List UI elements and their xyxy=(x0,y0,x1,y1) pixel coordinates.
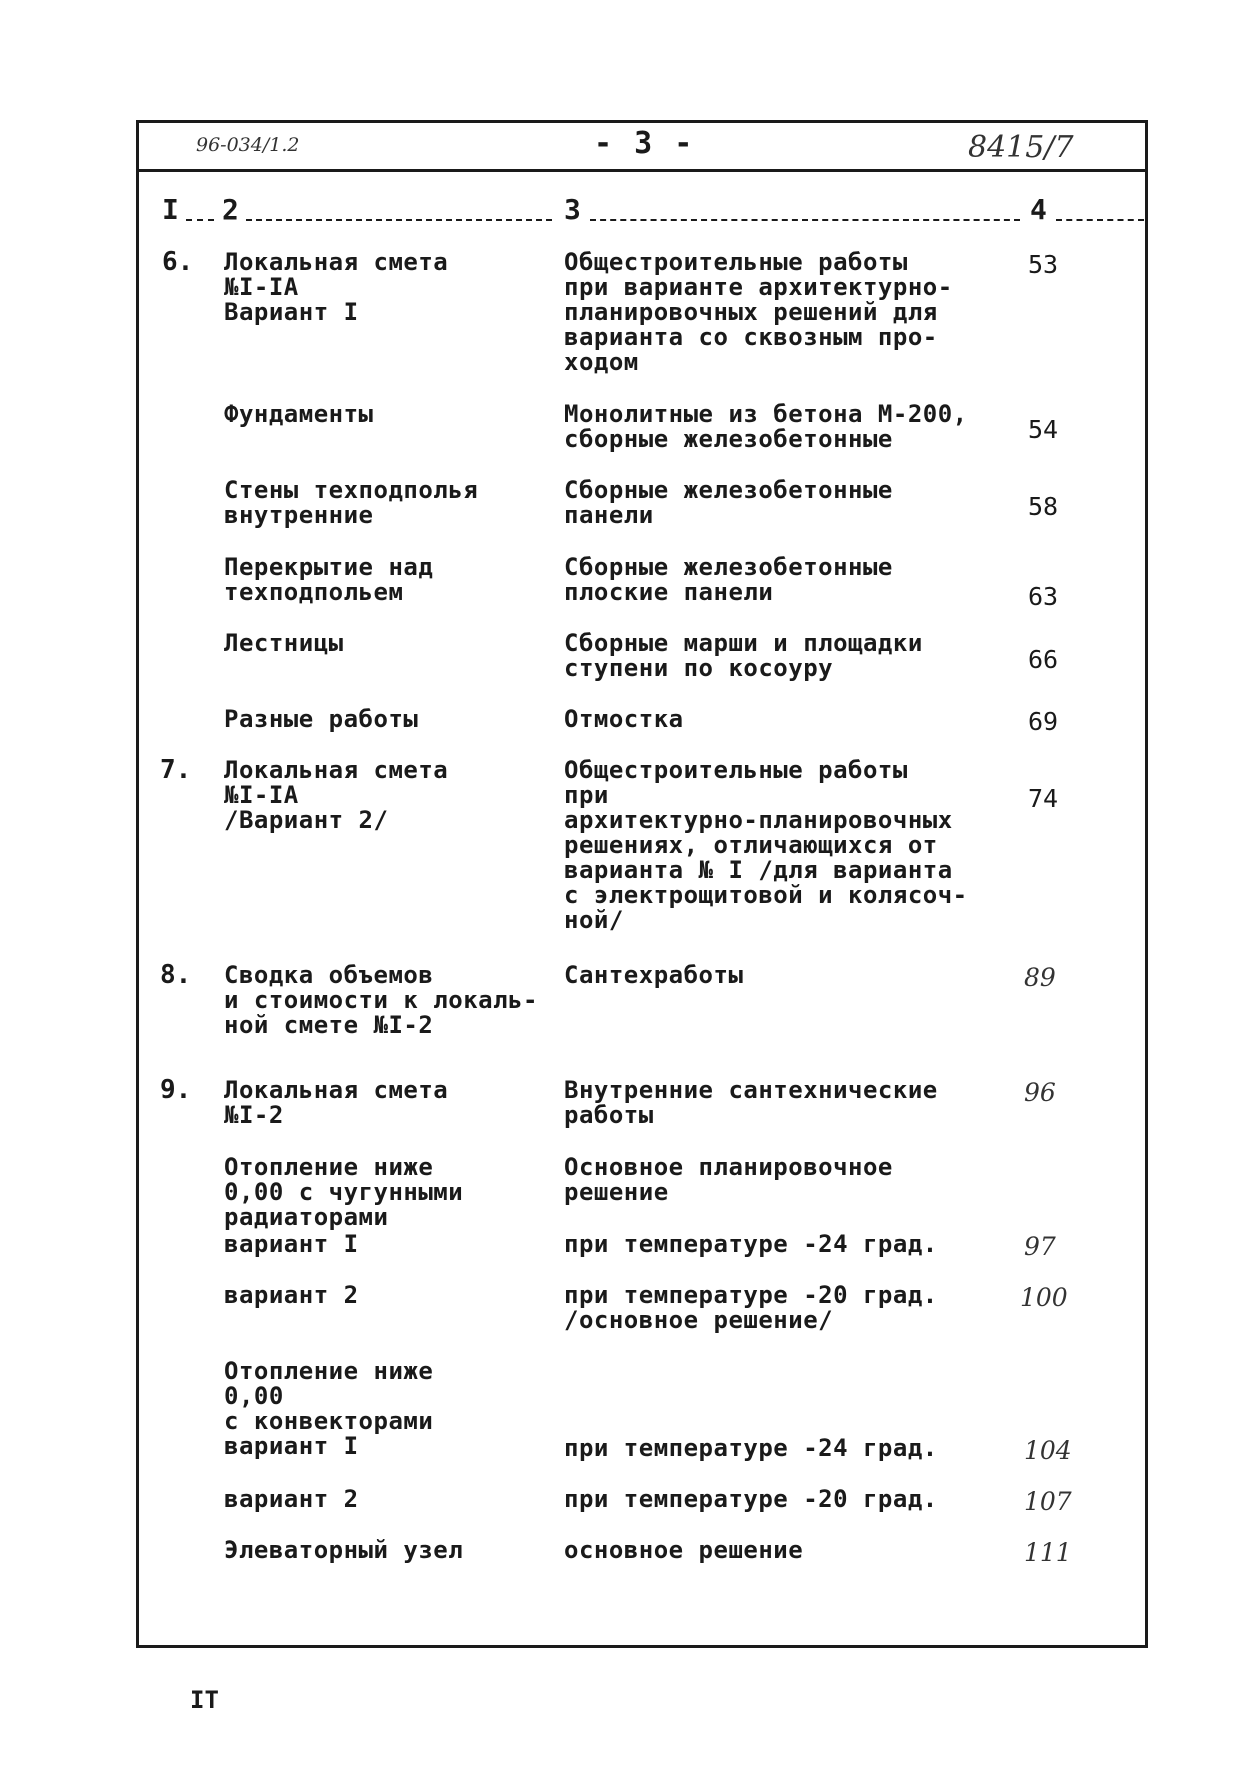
header-dashes xyxy=(1056,219,1144,221)
row-description: Сборные марши и площадки ступени по косоуру xyxy=(564,629,923,682)
column-header-1: I xyxy=(162,193,179,226)
header-dashes xyxy=(186,219,214,221)
row-page: 66 xyxy=(1028,645,1059,674)
row-description: Основное планировочное решение xyxy=(564,1153,893,1206)
row-page: 58 xyxy=(1028,492,1059,521)
document-code-left: 96-034/1.2 xyxy=(196,134,300,156)
row-page: 74 xyxy=(1028,784,1059,813)
row-description: Внутренние сантехнические работы xyxy=(564,1076,938,1129)
row-page: 107 xyxy=(1024,1487,1072,1516)
row-name: Отопление ниже 0,00 с конвекторами вариант I xyxy=(224,1357,434,1460)
row-page: 63 xyxy=(1028,582,1059,611)
row-number: 6. xyxy=(162,247,194,277)
row-description: при температуре -24 град. xyxy=(564,1230,938,1258)
row-page: 53 xyxy=(1028,250,1059,279)
page-number: - 3 - xyxy=(594,126,695,161)
row-page: 100 xyxy=(1020,1283,1068,1312)
column-header-3: 3 xyxy=(564,193,581,226)
row-name: Перекрытие над техподпольем xyxy=(224,553,434,606)
row-description: Сантехработы xyxy=(564,961,744,989)
row-page: 54 xyxy=(1028,415,1059,444)
column-header-4: 4 xyxy=(1030,193,1047,226)
row-name: Локальная смета №I-2 xyxy=(224,1076,449,1129)
row-name: вариант I xyxy=(224,1230,359,1258)
row-number: 8. xyxy=(160,960,192,990)
row-page: 96 xyxy=(1024,1078,1056,1107)
row-description: при температуре -20 град. xyxy=(564,1485,938,1513)
row-page: 89 xyxy=(1024,963,1056,992)
row-name: Локальная смета №I-IA /Вариант 2/ xyxy=(224,756,449,834)
row-name: вариант 2 xyxy=(224,1281,359,1309)
header-dashes xyxy=(246,219,552,221)
row-description: основное решение xyxy=(564,1536,804,1564)
header-divider xyxy=(136,169,1148,172)
row-description: Общестроительные работы при варианте архитектурно- планировочных решений для варианта со сквозным про- ходом xyxy=(564,248,953,376)
row-page: 97 xyxy=(1024,1232,1056,1261)
row-name: Лестницы xyxy=(224,629,344,657)
row-page: 104 xyxy=(1024,1436,1072,1465)
row-name: Локальная смета №I-IA Вариант I xyxy=(224,248,449,326)
document-code-right: 8415/7 xyxy=(968,130,1074,165)
row-description: Сборные железобетонные плоские панели xyxy=(564,553,893,606)
row-description: Отмостка xyxy=(564,705,684,733)
row-page: 111 xyxy=(1024,1538,1072,1567)
column-header-2: 2 xyxy=(222,193,239,226)
row-description: при температуре -20 град. /основное решение/ xyxy=(564,1281,938,1334)
row-description: при температуре -24 град. xyxy=(564,1434,938,1462)
header-dashes xyxy=(590,219,1020,221)
row-page: 69 xyxy=(1028,707,1059,736)
row-name: Стены техподполья внутренние xyxy=(224,476,479,529)
row-number: 7. xyxy=(160,755,192,785)
row-description: Общестроительные работы при архитектурно-планировочных решениях, отличающихся от варианта № I /для варианта с электрощитовой и колясоч- ной/ xyxy=(564,756,968,934)
row-name: Фундаменты xyxy=(224,400,374,428)
row-name: Сводка объемов и стоимости к локаль- ной смете №I-2 xyxy=(224,961,538,1039)
row-name: Разные работы xyxy=(224,705,419,733)
row-name: вариант 2 xyxy=(224,1485,359,1513)
row-description: Сборные железобетонные панели xyxy=(564,476,893,529)
row-name: Отопление ниже 0,00 с чугунными радиаторами xyxy=(224,1153,464,1231)
row-description: Монолитные из бетона М-200, сборные железобетонные xyxy=(564,400,968,453)
row-number: 9. xyxy=(160,1075,192,1105)
row-name: Элеваторный узел xyxy=(224,1536,464,1564)
footer-mark: IT xyxy=(190,1686,219,1714)
